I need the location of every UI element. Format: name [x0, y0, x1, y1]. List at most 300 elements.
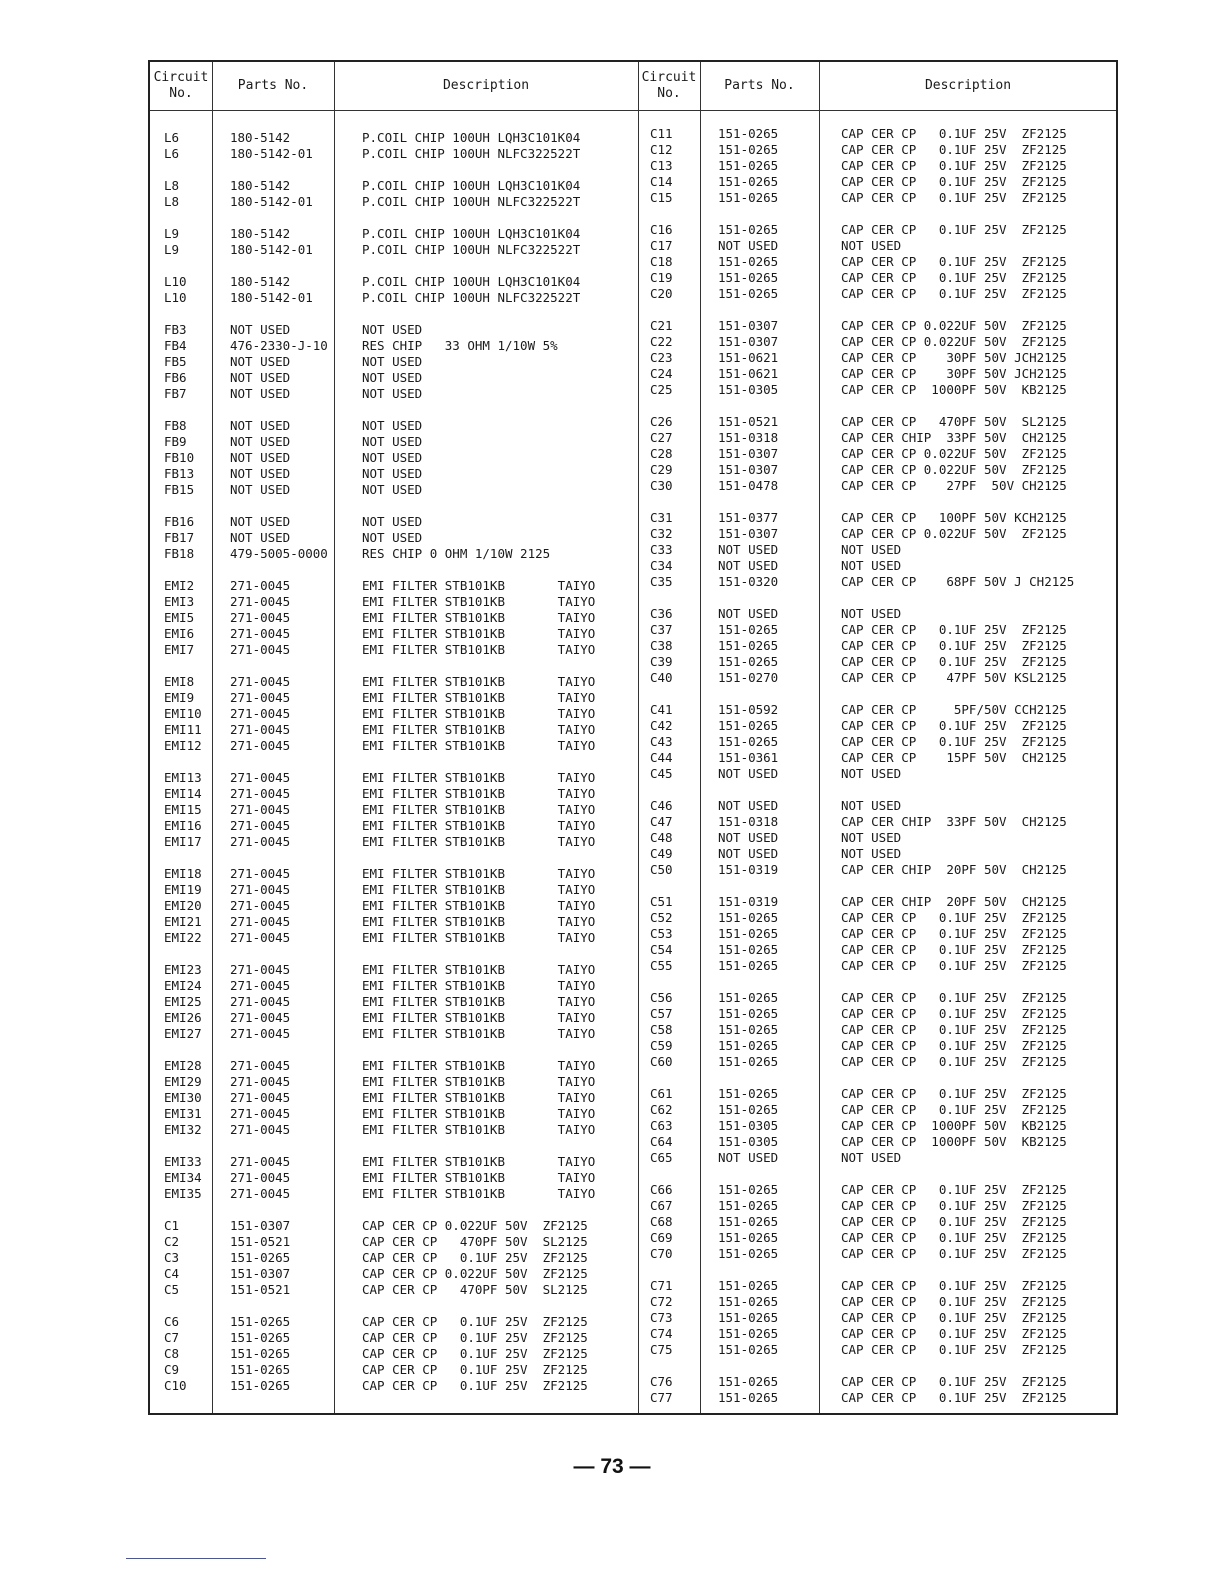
description: EMI FILTER STB101KB TAIYO	[362, 834, 596, 849]
parts-no: 151-0265	[230, 1378, 291, 1393]
parts-no: 151-0361	[718, 750, 779, 765]
description: CAP CER CP 470PF 50V SL2125	[841, 414, 1067, 429]
description: CAP CER CP 0.1UF 25V ZF2125	[841, 1022, 1067, 1037]
description: CAP CER CHIP 20PF 50V CH2125	[841, 862, 1067, 877]
description: NOT USED	[362, 434, 423, 449]
part-row	[638, 318, 1076, 334]
part-row	[150, 178, 662, 194]
description: CAP CER CP 0.1UF 25V ZF2125	[841, 1310, 1067, 1325]
circuit-no: C41	[650, 702, 673, 717]
part-row	[638, 958, 1076, 974]
part-row	[638, 894, 1076, 910]
description: CAP CER CP 0.1UF 25V ZF2125	[841, 638, 1067, 653]
part-row	[150, 690, 662, 706]
header-description-left	[334, 62, 638, 110]
circuit-no: C23	[650, 350, 673, 365]
circuit-no: FB8	[164, 418, 187, 433]
part-row	[638, 254, 1076, 270]
part-row	[150, 706, 662, 722]
description: P.COIL CHIP 100UH NLFC322522T	[362, 146, 581, 161]
description: CAP CER CP 0.1UF 25V ZF2125	[841, 1102, 1067, 1117]
parts-no: NOT USED	[718, 846, 779, 861]
description: NOT USED	[841, 606, 902, 621]
part-row	[150, 546, 662, 562]
circuit-no: C37	[650, 622, 673, 637]
circuit-no: EMI18	[164, 866, 202, 881]
part-row	[638, 734, 1076, 750]
part-row	[638, 1342, 1076, 1358]
parts-no: 271-0045	[230, 594, 291, 609]
circuit-no: C76	[650, 1374, 673, 1389]
description: EMI FILTER STB101KB TAIYO	[362, 578, 596, 593]
circuit-no: C67	[650, 1198, 673, 1213]
part-group	[150, 1154, 662, 1202]
description: CAP CER CP 0.1UF 25V ZF2125	[362, 1362, 588, 1377]
part-group	[150, 322, 662, 402]
parts-no: 151-0305	[718, 1134, 779, 1149]
header-description-label: Description	[924, 78, 1012, 93]
part-row	[150, 898, 662, 914]
part-group	[150, 1314, 662, 1394]
parts-no: 151-0265	[718, 990, 779, 1005]
description: CAP CER CHIP 20PF 50V CH2125	[841, 894, 1067, 909]
parts-no: NOT USED	[230, 418, 291, 433]
description: CAP CER CP 0.1UF 25V ZF2125	[841, 126, 1067, 141]
parts-no: 151-0592	[718, 702, 779, 717]
part-row	[150, 802, 662, 818]
description: NOT USED	[362, 466, 423, 481]
circuit-no: C21	[650, 318, 673, 333]
circuit-no: EMI28	[164, 1058, 202, 1073]
description: NOT USED	[362, 514, 423, 529]
circuit-no: C24	[650, 366, 673, 381]
part-row	[150, 1218, 662, 1234]
parts-no: 151-0265	[718, 158, 779, 173]
parts-no: 271-0045	[230, 978, 291, 993]
circuit-no: L6	[164, 146, 180, 161]
part-row	[638, 286, 1076, 302]
part-row	[638, 766, 1076, 782]
description: NOT USED	[362, 370, 423, 385]
header-circuit-no-left	[150, 62, 212, 110]
circuit-no: FB5	[164, 354, 187, 369]
part-row	[638, 814, 1076, 830]
parts-no: 151-0265	[718, 1182, 779, 1197]
parts-no: 151-0521	[718, 414, 779, 429]
header-parts-label: Parts No.	[724, 78, 795, 93]
circuit-no: C50	[650, 862, 673, 877]
parts-no: 271-0045	[230, 786, 291, 801]
description: EMI FILTER STB101KB TAIYO	[362, 802, 596, 817]
parts-no: 151-0265	[718, 622, 779, 637]
description: CAP CER CP 5PF/50V CCH2125	[841, 702, 1067, 717]
description: CAP CER CP 0.1UF 25V ZF2125	[841, 1390, 1067, 1405]
description: P.COIL CHIP 100UH NLFC322522T	[362, 290, 581, 305]
parts-no: 271-0045	[230, 674, 291, 689]
circuit-no: C7	[164, 1330, 180, 1345]
part-row	[638, 1182, 1076, 1198]
parts-no: 271-0045	[230, 1026, 291, 1041]
part-row	[638, 1134, 1076, 1150]
description: CAP CER CP 0.1UF 25V ZF2125	[841, 1374, 1067, 1389]
circuit-no: C25	[650, 382, 673, 397]
circuit-no: EMI10	[164, 706, 202, 721]
circuit-no: C33	[650, 542, 673, 557]
description: NOT USED	[841, 830, 902, 845]
circuit-no: EMI25	[164, 994, 202, 1009]
part-row	[150, 434, 662, 450]
description: CAP CER CP 0.1UF 25V ZF2125	[841, 1294, 1067, 1309]
parts-no: 151-0265	[718, 1342, 779, 1357]
parts-no: 151-0265	[230, 1314, 291, 1329]
part-group	[638, 126, 1076, 206]
description: EMI FILTER STB101KB TAIYO	[362, 1026, 596, 1041]
circuit-no: C77	[650, 1390, 673, 1405]
parts-no: 151-0319	[718, 894, 779, 909]
circuit-no: C65	[650, 1150, 673, 1165]
part-row	[638, 798, 1076, 814]
circuit-no: C1	[164, 1218, 180, 1233]
circuit-no: C69	[650, 1230, 673, 1245]
header-parts-no-left	[212, 62, 334, 110]
part-row	[150, 818, 662, 834]
circuit-no: C49	[650, 846, 673, 861]
circuit-no: C19	[650, 270, 673, 285]
circuit-no: C40	[650, 670, 673, 685]
circuit-no: C51	[650, 894, 673, 909]
part-group	[150, 514, 662, 562]
circuit-no: EMI20	[164, 898, 202, 913]
part-group	[638, 894, 1076, 974]
parts-no: 151-0265	[718, 1246, 779, 1261]
circuit-no: C12	[650, 142, 673, 157]
description: CAP CER CP 0.1UF 25V ZF2125	[841, 1326, 1067, 1341]
description: CAP CER CP 0.022UF 50V ZF2125	[841, 526, 1067, 541]
description: NOT USED	[362, 386, 423, 401]
part-group	[638, 414, 1076, 494]
part-row	[150, 1234, 662, 1250]
part-row	[638, 382, 1076, 398]
circuit-no: L8	[164, 194, 180, 209]
circuit-no: FB13	[164, 466, 195, 481]
description: NOT USED	[841, 798, 902, 813]
part-row	[638, 830, 1076, 846]
circuit-no: C2	[164, 1234, 180, 1249]
parts-no: 151-0265	[718, 1086, 779, 1101]
description: CAP CER CP 0.022UF 50V ZF2125	[841, 446, 1067, 461]
parts-no: 151-0265	[718, 254, 779, 269]
parts-no: NOT USED	[230, 354, 291, 369]
parts-no: NOT USED	[230, 450, 291, 465]
parts-no: 271-0045	[230, 1186, 291, 1201]
part-row	[638, 1118, 1076, 1134]
parts-no: 151-0307	[718, 446, 779, 461]
description: EMI FILTER STB101KB TAIYO	[362, 994, 596, 1009]
description: EMI FILTER STB101KB TAIYO	[362, 1170, 596, 1185]
circuit-no: C71	[650, 1278, 673, 1293]
parts-no: NOT USED	[718, 238, 779, 253]
header-rule	[150, 110, 1116, 111]
description: EMI FILTER STB101KB TAIYO	[362, 1106, 596, 1121]
part-group	[150, 962, 662, 1042]
parts-no: 151-0320	[718, 574, 779, 589]
part-row	[150, 1058, 662, 1074]
description: EMI FILTER STB101KB TAIYO	[362, 674, 596, 689]
circuit-no: C46	[650, 798, 673, 813]
parts-no: 151-0265	[718, 654, 779, 669]
description: CAP CER CP 0.1UF 25V ZF2125	[841, 910, 1067, 925]
part-row	[638, 446, 1076, 462]
circuit-no: EMI21	[164, 914, 202, 929]
description: CAP CER CP 0.1UF 25V ZF2125	[841, 926, 1067, 941]
circuit-no: EMI35	[164, 1186, 202, 1201]
circuit-no: EMI17	[164, 834, 202, 849]
header-circuit-label: Circuit	[153, 70, 209, 85]
parts-no: 271-0045	[230, 626, 291, 641]
description: P.COIL CHIP 100UH LQH3C101K04	[362, 226, 581, 241]
parts-no: 271-0045	[230, 1090, 291, 1105]
part-row	[150, 1282, 662, 1298]
circuit-no: C58	[650, 1022, 673, 1037]
circuit-no: C39	[650, 654, 673, 669]
description: CAP CER CP 30PF 50V JCH2125	[841, 366, 1067, 381]
header-description-right	[819, 62, 1117, 110]
part-row	[638, 510, 1076, 526]
description: EMI FILTER STB101KB TAIYO	[362, 978, 596, 993]
description: CAP CER CP 0.1UF 25V ZF2125	[841, 1278, 1067, 1293]
parts-no: NOT USED	[718, 1150, 779, 1165]
circuit-no: C64	[650, 1134, 673, 1149]
circuit-no: C66	[650, 1182, 673, 1197]
circuit-no: C3	[164, 1250, 180, 1265]
description: EMI FILTER STB101KB TAIYO	[362, 594, 596, 609]
part-row	[638, 862, 1076, 878]
circuit-no: EMI3	[164, 594, 195, 609]
parts-no: 180-5142-01	[230, 146, 313, 161]
part-row	[638, 478, 1076, 494]
parts-no: 151-0478	[718, 478, 779, 493]
part-group	[638, 318, 1076, 398]
part-row	[150, 882, 662, 898]
part-row	[638, 366, 1076, 382]
part-group	[638, 1086, 1076, 1166]
description: EMI FILTER STB101KB TAIYO	[362, 1058, 596, 1073]
parts-no: 151-0265	[718, 926, 779, 941]
part-row	[638, 222, 1076, 238]
part-row	[150, 978, 662, 994]
description: CAP CER CP 0.1UF 25V ZF2125	[841, 174, 1067, 189]
part-row	[150, 1122, 662, 1138]
description: CAP CER CP 0.1UF 25V ZF2125	[841, 1214, 1067, 1229]
circuit-no: C63	[650, 1118, 673, 1133]
description: CAP CER CP 47PF 50V KSL2125	[841, 670, 1067, 685]
description: EMI FILTER STB101KB TAIYO	[362, 914, 596, 929]
circuit-no: C52	[650, 910, 673, 925]
circuit-no: EMI30	[164, 1090, 202, 1105]
parts-no: 476-2330-J-10	[230, 338, 328, 353]
description: EMI FILTER STB101KB TAIYO	[362, 866, 596, 881]
parts-no: 151-0307	[230, 1218, 291, 1233]
description: CAP CER CP 30PF 50V JCH2125	[841, 350, 1067, 365]
parts-no: NOT USED	[718, 606, 779, 621]
parts-no: 180-5142	[230, 226, 291, 241]
circuit-no: C34	[650, 558, 673, 573]
circuit-no: EMI26	[164, 1010, 202, 1025]
part-row	[638, 174, 1076, 190]
part-row	[150, 1330, 662, 1346]
description: NOT USED	[362, 354, 423, 369]
part-row	[638, 430, 1076, 446]
part-row	[150, 962, 662, 978]
parts-no: 271-0045	[230, 818, 291, 833]
description: CAP CER CP 0.1UF 25V ZF2125	[841, 1086, 1067, 1101]
description: EMI FILTER STB101KB TAIYO	[362, 770, 596, 785]
circuit-no: EMI31	[164, 1106, 202, 1121]
circuit-no: EMI7	[164, 642, 195, 657]
part-row	[150, 1154, 662, 1170]
description: EMI FILTER STB101KB TAIYO	[362, 706, 596, 721]
part-row	[150, 386, 662, 402]
circuit-no: C8	[164, 1346, 180, 1361]
description: EMI FILTER STB101KB TAIYO	[362, 818, 596, 833]
description: P.COIL CHIP 100UH LQH3C101K04	[362, 274, 581, 289]
parts-no: 151-0265	[718, 270, 779, 285]
parts-no: 271-0045	[230, 1106, 291, 1121]
parts-no: 271-0045	[230, 1058, 291, 1073]
parts-no: 151-0265	[718, 1310, 779, 1325]
part-row	[638, 462, 1076, 478]
description: CAP CER CP 0.1UF 25V ZF2125	[841, 622, 1067, 637]
part-row	[638, 1150, 1076, 1166]
part-row	[150, 146, 662, 162]
part-row	[638, 1374, 1076, 1390]
description: EMI FILTER STB101KB TAIYO	[362, 786, 596, 801]
circuit-no: EMI19	[164, 882, 202, 897]
part-row	[638, 606, 1076, 622]
part-row	[638, 718, 1076, 734]
parts-no: 151-0265	[230, 1362, 291, 1377]
part-row	[150, 130, 662, 146]
part-row	[638, 638, 1076, 654]
description: CAP CER CP 0.1UF 25V ZF2125	[841, 222, 1067, 237]
header-parts-label: Parts No.	[237, 78, 309, 93]
parts-no: 271-0045	[230, 1154, 291, 1169]
description: CAP CER CP 0.1UF 25V ZF2125	[841, 1182, 1067, 1197]
circuit-no: C11	[650, 126, 673, 141]
parts-no: 151-0307	[230, 1266, 291, 1281]
parts-no: 151-0265	[718, 174, 779, 189]
circuit-no: C75	[650, 1342, 673, 1357]
circuit-no: EMI16	[164, 818, 202, 833]
circuit-no: FB16	[164, 514, 195, 529]
circuit-no: EMI6	[164, 626, 195, 641]
part-row	[150, 418, 662, 434]
part-row	[638, 990, 1076, 1006]
header-description-label: Description	[442, 78, 530, 93]
circuit-no: C56	[650, 990, 673, 1005]
parts-no: 151-0265	[718, 1038, 779, 1053]
circuit-no: EMI5	[164, 610, 195, 625]
parts-no: NOT USED	[230, 530, 291, 545]
parts-no: 151-0265	[718, 142, 779, 157]
part-row	[150, 1266, 662, 1282]
description: CAP CER CP 0.022UF 50V ZF2125	[362, 1266, 588, 1281]
description: EMI FILTER STB101KB TAIYO	[362, 642, 596, 657]
circuit-no: EMI11	[164, 722, 202, 737]
part-row	[150, 450, 662, 466]
circuit-no: C18	[650, 254, 673, 269]
circuit-no: L10	[164, 274, 187, 289]
circuit-no: C57	[650, 1006, 673, 1021]
circuit-no: L6	[164, 130, 180, 145]
part-row	[638, 190, 1076, 206]
part-group	[638, 990, 1076, 1070]
parts-no: 151-0265	[718, 638, 779, 653]
parts-no: 151-0265	[718, 718, 779, 733]
part-row	[150, 242, 662, 258]
parts-no: 271-0045	[230, 706, 291, 721]
parts-no: 151-0265	[718, 1230, 779, 1245]
parts-no: NOT USED	[718, 798, 779, 813]
parts-no: 271-0045	[230, 994, 291, 1009]
part-row	[150, 866, 662, 882]
part-group	[150, 1218, 662, 1298]
part-row	[638, 622, 1076, 638]
part-row	[638, 1022, 1076, 1038]
parts-no: 151-0265	[718, 942, 779, 957]
part-group	[638, 702, 1076, 782]
description: CAP CER CP 0.1UF 25V ZF2125	[841, 990, 1067, 1005]
circuit-no: FB9	[164, 434, 187, 449]
part-row	[638, 414, 1076, 430]
circuit-no: C68	[650, 1214, 673, 1229]
parts-no: 151-0265	[718, 222, 779, 237]
part-group	[638, 222, 1076, 302]
parts-no: 271-0045	[230, 802, 291, 817]
part-group	[638, 1182, 1076, 1262]
description: CAP CER CP 0.1UF 25V ZF2125	[362, 1250, 588, 1265]
parts-no: 151-0307	[718, 462, 779, 477]
description: CAP CER CP 0.1UF 25V ZF2125	[841, 1246, 1067, 1261]
description: CAP CER CP 0.022UF 50V ZF2125	[841, 318, 1067, 333]
part-row	[150, 1170, 662, 1186]
part-row	[150, 354, 662, 370]
description: EMI FILTER STB101KB TAIYO	[362, 1154, 596, 1169]
part-row	[150, 786, 662, 802]
part-row	[638, 1390, 1076, 1406]
circuit-no: C22	[650, 334, 673, 349]
part-row	[150, 1250, 662, 1266]
description: CAP CER CP 0.1UF 25V ZF2125	[362, 1346, 588, 1361]
part-row	[150, 1026, 662, 1042]
circuit-no: C74	[650, 1326, 673, 1341]
part-row	[638, 126, 1076, 142]
circuit-no: C26	[650, 414, 673, 429]
description: CAP CER CP 1000PF 50V KB2125	[841, 1118, 1067, 1133]
part-row	[150, 370, 662, 386]
circuit-no: C43	[650, 734, 673, 749]
header-no-label: No.	[657, 86, 681, 101]
part-row	[150, 1106, 662, 1122]
part-group	[638, 1278, 1076, 1358]
part-row	[638, 1102, 1076, 1118]
description: CAP CER CP 0.1UF 25V ZF2125	[841, 190, 1067, 205]
description: CAP CER CHIP 33PF 50V CH2125	[841, 430, 1067, 445]
description: EMI FILTER STB101KB TAIYO	[362, 722, 596, 737]
part-row	[638, 350, 1076, 366]
part-row	[638, 846, 1076, 862]
parts-no: 151-0265	[718, 1214, 779, 1229]
